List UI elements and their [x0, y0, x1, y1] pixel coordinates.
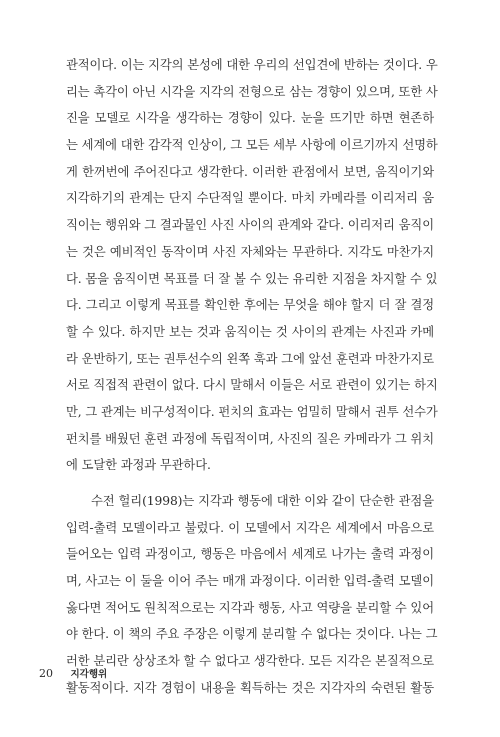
paragraph-gap — [66, 479, 434, 488]
text-line: 활동적이다. 지각 경험이 내용을 획득하는 것은 지각자의 숙련된 활동 — [66, 680, 434, 695]
text-line: 지각하기의 관계는 단지 수단적일 뿐이다. 마치 카메라를 이리저리 움 — [66, 191, 434, 206]
text-line: 리는 촉각이 아닌 시각을 지각의 전형으로 삼는 경향이 있으며, 또한 사 — [66, 84, 438, 99]
text-line: 게 한꺼번에 주어진다고 생각한다. 이러한 관점에서 보면, 움직이기와 — [66, 164, 434, 179]
text-line: 다. 그리고 이렇게 목표를 확인한 후에는 무엇을 해야 할지 더 잘 결정 — [66, 298, 434, 313]
page-number: 20 — [39, 667, 53, 680]
text-line: 직이는 행위와 그 결과물인 사진 사이의 관계와 같다. 이리저리 움직이 — [66, 218, 434, 233]
paragraph-1 — [66, 52, 438, 479]
text-line: 진을 모델로 시각을 생각하는 경향이 있다. 눈을 뜨기만 하면 현존하 — [66, 111, 434, 126]
body-text — [66, 52, 438, 702]
text-line: 펀치를 배웠던 훈련 과정에 독립적이며, 사진의 질은 카메라가 그 위치 — [66, 431, 434, 446]
text-line: 관적이다. 이는 지각의 본성에 대한 우리의 선입견에 반하는 것이다. 우 — [66, 58, 438, 72]
text-line: 라 운반하기, 또는 권투선수의 왼쪽 훅과 그에 앞선 훈련과 마찬가지로 — [66, 351, 434, 366]
text-line: 는 것은 예비적인 동작이며 사진 자체와는 무관하다. 지각도 마찬가지 — [66, 244, 434, 259]
text-line: 입력-출력 모델이라고 불렀다. 이 모델에서 지각은 세계에서 마음으로 — [66, 520, 434, 535]
text-line: 러한 분리란 상상조차 할 수 없다고 생각한다. 모든 지각은 본질적으로 — [66, 654, 434, 669]
text-line: 만, 그 관계는 비구성적이다. 펀치의 효과는 엄밀히 말해서 권투 선수가 — [66, 404, 438, 419]
text-line: 수전 헐리(1998)는 지각과 행동에 대한 이와 같이 단순한 관점을 — [91, 494, 434, 508]
text-line: 는 세계에 대한 감각적 인상이, 그 모든 세부 사항에 이르기까지 선명하 — [66, 138, 438, 153]
paragraph-2 — [66, 488, 438, 702]
text-line: 에 도달한 과정과 무관하다. — [66, 458, 211, 473]
text-line: 할 수 있다. 하지만 보는 것과 움직이는 것 사이의 관계는 사진과 카메 — [66, 324, 434, 339]
text-line: 들어오는 입력 과정이고, 행동은 마음에서 세계로 나가는 출력 과정이 — [66, 547, 434, 562]
text-line: 다. 몸을 움직이면 목표를 더 잘 볼 수 있는 유리한 지점을 차지할 수 있 — [66, 271, 438, 286]
text-line: 며, 사고는 이 둘을 이어 주는 매개 과정이다. 이러한 입력-출력 모델이 — [66, 574, 434, 589]
text-line: 야 한다. 이 책의 주요 주장은 이렇게 분리할 수 없다는 것이다. 나는 그 — [66, 627, 438, 642]
text-line: 서로 직접적 관련이 없다. 다시 말해서 이들은 서로 관련이 있기는 하지 — [66, 378, 438, 393]
running-title: 지각행위 — [70, 669, 108, 680]
page-footer — [39, 666, 107, 680]
text-line: 옳다면 적어도 원칙적으로는 지각과 행동, 사고 역량을 분리할 수 있어 — [66, 600, 434, 615]
